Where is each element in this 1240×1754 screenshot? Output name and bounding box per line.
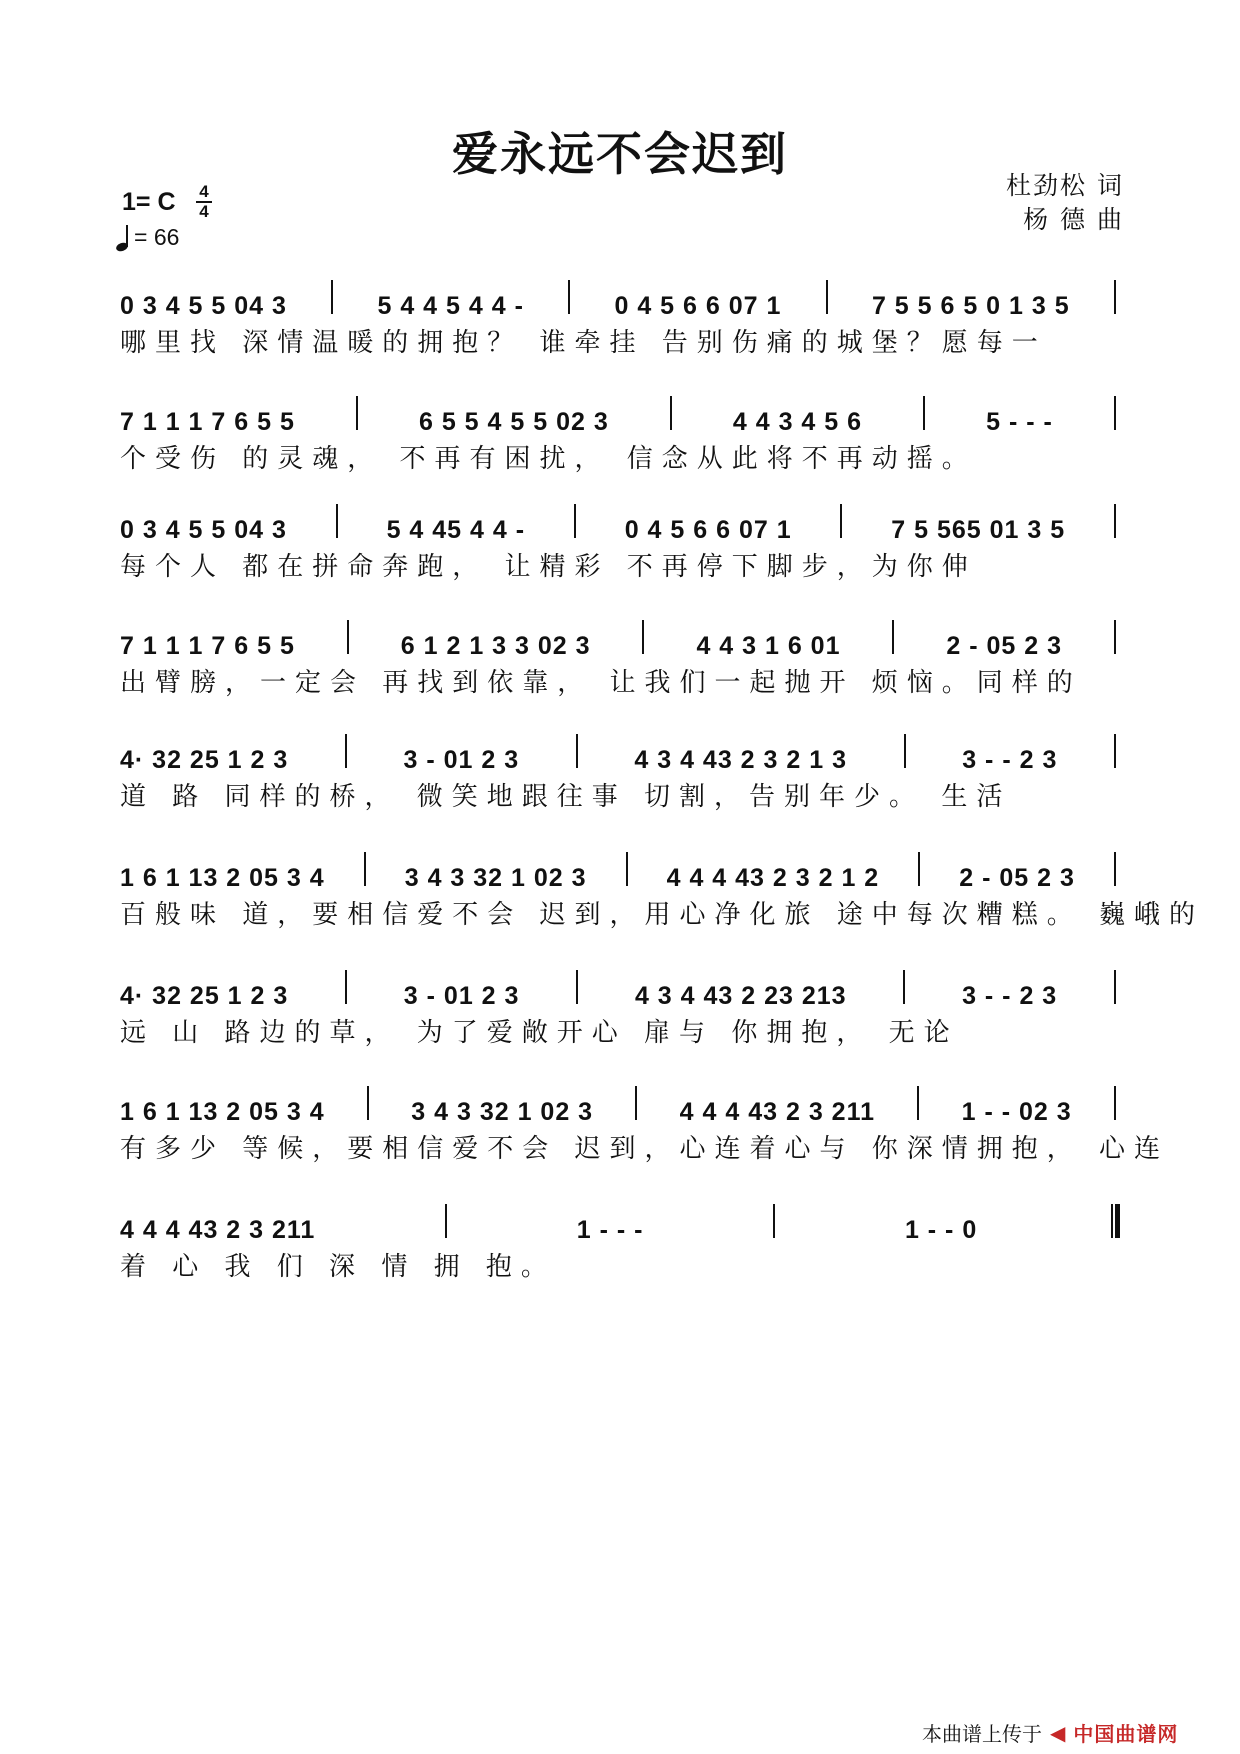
measure: 6 1 2 1 3 3 02 3: [400, 632, 591, 660]
measure: 4 4 4 43 2 3 211: [679, 1098, 876, 1126]
measure: 4 3 4 43 2 3 2 1 3: [634, 746, 847, 774]
lyrics-line: 有多少 等候，要相信爱不会 迟到，心连着心与 你深情拥抱， 心连: [120, 1134, 1170, 1164]
measure: 4· 32 25 1 2 3: [120, 982, 289, 1010]
barline: [1114, 620, 1116, 654]
time-signature: [196, 184, 212, 220]
measure: 2 - 05 2 3: [959, 864, 1075, 892]
notation-line: [120, 1204, 1120, 1245]
barline: [1114, 970, 1116, 1004]
barline: [903, 970, 905, 1004]
barline: [1114, 504, 1116, 538]
barline: [773, 1204, 775, 1238]
quarter-note-icon: [116, 225, 128, 251]
notation-line: [120, 620, 1120, 661]
tempo-marking: [116, 224, 179, 251]
measure: 4 3 4 43 2 23 213: [634, 982, 847, 1010]
measure: 7 5 5 6 5 0 1 3 5: [871, 292, 1070, 320]
song-title: 爱永远不会迟到: [452, 127, 788, 181]
barline: [1114, 852, 1116, 886]
measure: 3 - - 2 3: [962, 746, 1058, 774]
barline: [826, 280, 828, 314]
score-row-6: [0, 824, 1240, 944]
measure: 4 4 3 1 6 01: [696, 632, 841, 660]
measure: 7 1 1 1 7 6 5 5: [120, 408, 295, 436]
barline: [840, 504, 842, 538]
barline: [917, 1086, 919, 1120]
lyrics-line: 百般味 道，要相信爱不会 迟到，用心净化旅 途中每次糟糕。 巍峨的: [120, 900, 1205, 930]
measure: 1 6 1 13 2 05 3 4: [120, 1098, 325, 1126]
measure: 4 4 3 4 5 6: [732, 408, 863, 436]
barline: [635, 1086, 637, 1120]
measure: 2 - 05 2 3: [946, 632, 1063, 660]
measure: 5 - - -: [986, 408, 1053, 436]
measure: 3 - 01 2 3: [403, 746, 520, 774]
notation-line: [120, 396, 1120, 437]
footer-text: 本曲谱上传于: [922, 1722, 1042, 1746]
barline: [670, 396, 672, 430]
barline: [347, 620, 349, 654]
barline: [364, 852, 366, 886]
barline: [336, 504, 338, 538]
measure: 0 3 4 5 5 04 3: [120, 516, 287, 544]
notation-line: [120, 734, 1120, 775]
barline: [367, 1086, 369, 1120]
measure: 3 - 01 2 3: [403, 982, 520, 1010]
measure: 3 - - 2 3: [962, 982, 1058, 1010]
measure: 6 5 5 4 5 5 02 3: [418, 408, 609, 436]
barline: [923, 396, 925, 430]
lyrics-line: 哪里找 深情温暖的拥抱？ 谁牵挂 告别伤痛的城堡？愿每一: [120, 328, 1047, 358]
key-signature: 1= C: [122, 188, 176, 216]
final-barline: [1111, 1204, 1120, 1238]
notation-line: [120, 504, 1120, 545]
measure: 7 1 1 1 7 6 5 5: [120, 632, 295, 660]
measure: 4· 32 25 1 2 3: [120, 746, 289, 774]
barline: [1114, 280, 1116, 314]
barline: [574, 504, 576, 538]
lyrics-line: 道 路 同样的桥， 微笑地跟往事 切割，告别年少。 生活: [120, 782, 1012, 812]
measure: 1 - - -: [576, 1216, 644, 1244]
measure: 1 - - 02 3: [961, 1098, 1072, 1126]
lyrics-line: 每个人 都在拼命奔跑， 让精彩 不再停下脚步，为你伸: [120, 552, 977, 582]
lyricist-credit: 杜劲松 词: [1006, 171, 1124, 200]
score-row-3: [0, 476, 1240, 596]
measure: 7 5 565 01 3 5: [891, 516, 1066, 544]
barline: [642, 620, 644, 654]
time-signature-bottom: 4: [199, 202, 209, 221]
measure: 4 4 4 43 2 3 2 1 2: [666, 864, 880, 892]
composer-credit: 杨 德 曲: [1023, 205, 1124, 234]
notation-line: [120, 852, 1120, 893]
measure: 3 4 3 32 1 02 3: [411, 1098, 594, 1126]
score-row-7: [0, 942, 1240, 1062]
notation-line: [120, 970, 1120, 1011]
barline: [904, 734, 906, 768]
tempo-value: = 66: [134, 224, 180, 250]
barline: [345, 734, 347, 768]
barline: [892, 620, 894, 654]
notation-line: [120, 1086, 1120, 1127]
barline: [331, 280, 333, 314]
site-logo-icon: ◀: [1050, 1720, 1066, 1745]
score-row-1: [0, 252, 1240, 372]
barline: [576, 734, 578, 768]
barline: [1114, 734, 1116, 768]
notation-line: [120, 280, 1120, 321]
barline: [568, 280, 570, 314]
lyrics-line: 个受伤 的灵魂， 不再有困扰， 信念从此将不再动摇。: [120, 444, 977, 474]
lyrics-line: 着 心 我 们 深 情 拥 抱。: [120, 1252, 556, 1282]
barline: [345, 970, 347, 1004]
score-row-2: [0, 368, 1240, 488]
measure: 0 3 4 5 5 04 3: [120, 292, 287, 320]
score-row-8: [0, 1058, 1240, 1178]
lyrics-line: 远 山 路边的草， 为了爱敞开心 扉与 你拥抱， 无论: [120, 1018, 959, 1048]
measure: 1 6 1 13 2 05 3 4: [120, 864, 325, 892]
barline: [918, 852, 920, 886]
barline: [1114, 1086, 1116, 1120]
score-row-9: [0, 1176, 1240, 1296]
measure: 3 4 3 32 1 02 3: [404, 864, 587, 892]
measure: 4 4 4 43 2 3 211: [120, 1216, 316, 1244]
measure: 1 - - 0: [904, 1216, 978, 1244]
score-row-5: [0, 706, 1240, 826]
source-footer: [922, 1718, 1178, 1747]
measure: 0 4 5 6 6 07 1: [614, 292, 782, 320]
barline: [1114, 396, 1116, 430]
barline: [445, 1204, 447, 1238]
site-logo-text: 中国曲谱网: [1073, 1722, 1179, 1746]
measure: 5 4 4 5 4 4 -: [377, 292, 524, 320]
barline: [356, 396, 358, 430]
measure: 5 4 45 4 4 -: [386, 516, 526, 544]
time-signature-top: 4: [199, 182, 209, 201]
lyrics-line: 出臂膀，一定会 再找到依靠， 让我们一起抛开 烦恼。同样的: [120, 668, 1082, 698]
barline: [576, 970, 578, 1004]
barline: [626, 852, 628, 886]
measure: 0 4 5 6 6 07 1: [624, 516, 792, 544]
score-row-4: [0, 592, 1240, 712]
